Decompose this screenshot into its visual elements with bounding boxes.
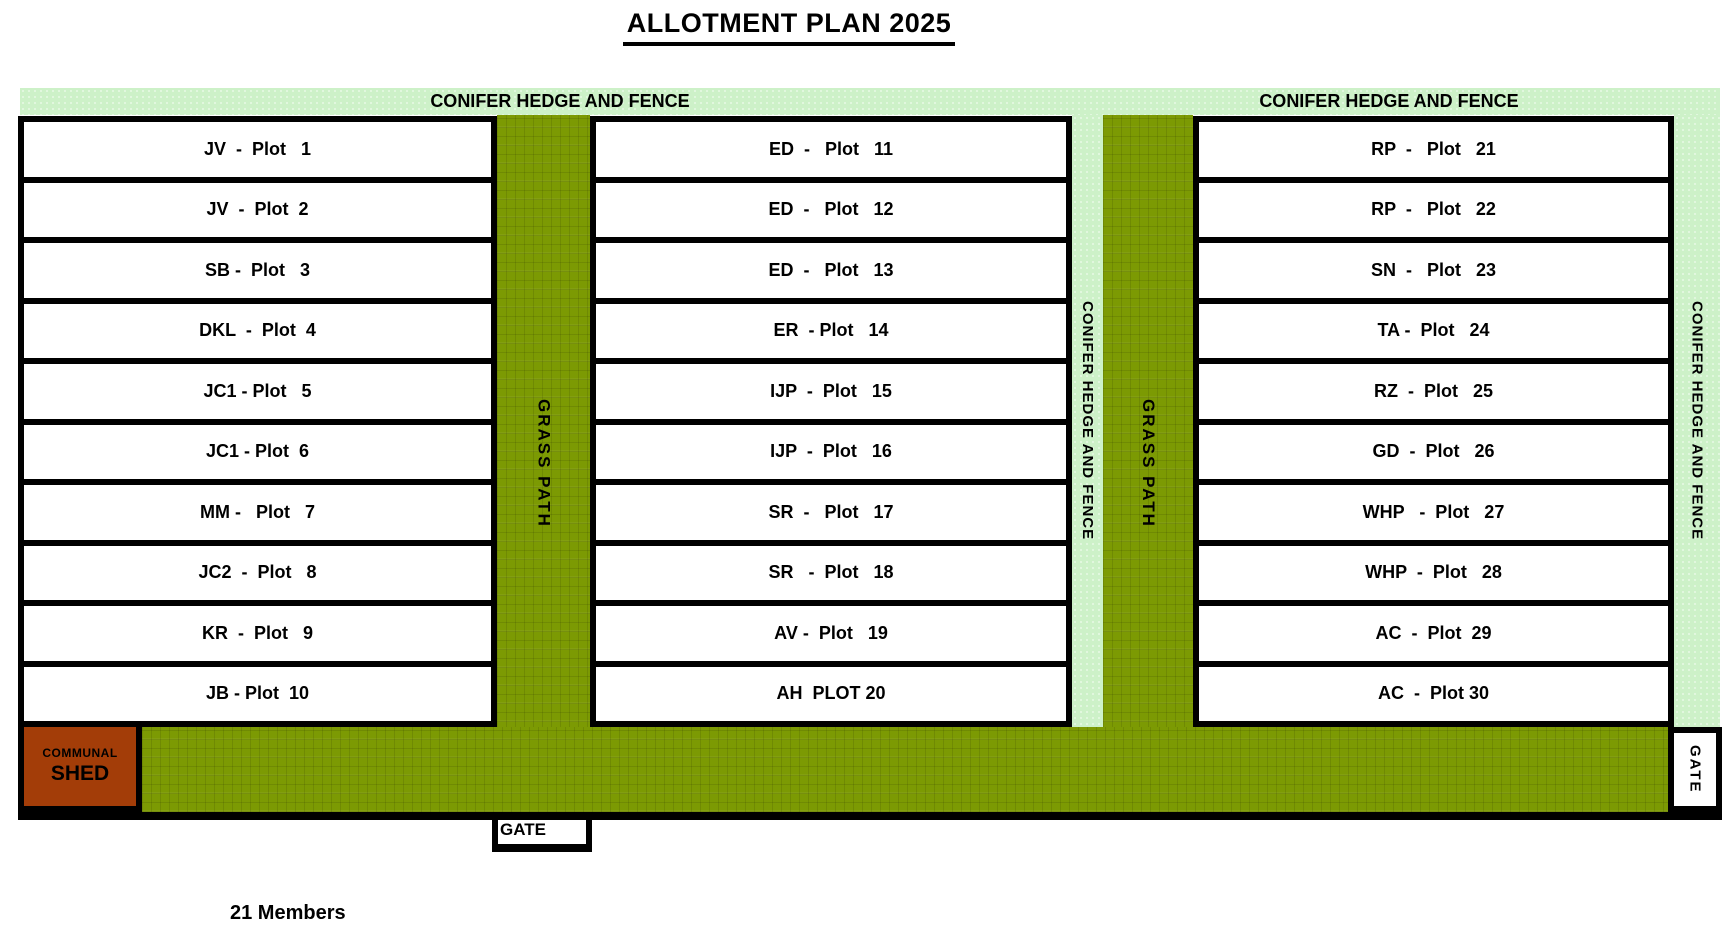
plot-row: ED - Plot 13	[596, 243, 1066, 298]
plot-row: JC2 - Plot 8	[24, 546, 491, 601]
plot-row: DKL - Plot 4	[24, 304, 491, 359]
middle-hedge-label: CONIFER HEDGE AND FENCE	[1079, 301, 1096, 541]
plot-row: JC1 - Plot 5	[24, 364, 491, 419]
middle-hedge-strip	[1072, 115, 1103, 727]
plot-column-left	[18, 116, 497, 727]
plot-row: JV - Plot 2	[24, 183, 491, 238]
plot-row: MM - Plot 7	[24, 485, 491, 540]
page-title: ALLOTMENT PLAN 2025	[623, 8, 956, 46]
plot-column-right	[1193, 116, 1674, 727]
gate-right-label: GATE	[1686, 745, 1704, 794]
plot-row: TA - Plot 24	[1199, 304, 1668, 359]
members-note: 21 Members	[230, 902, 346, 924]
plot-row: WHP - Plot 27	[1199, 485, 1668, 540]
right-hedge-label: CONIFER HEDGE AND FENCE	[1688, 301, 1706, 541]
plot-row: RZ - Plot 25	[1199, 364, 1668, 419]
plot-row: KR - Plot 9	[24, 606, 491, 661]
gate-right	[1668, 727, 1722, 812]
top-hedge-label-right: CONIFER HEDGE AND FENCE	[1259, 91, 1519, 111]
plot-row: AV - Plot 19	[596, 606, 1066, 661]
plot-row: IJP - Plot 16	[596, 425, 1066, 480]
plot-row: IJP - Plot 15	[596, 364, 1066, 419]
plot-row: ED - Plot 11	[596, 122, 1066, 177]
plot-row: AC - Plot 29	[1199, 606, 1668, 661]
plot-row: AC - Plot 30	[1199, 667, 1668, 722]
plot-row: JC1 - Plot 6	[24, 425, 491, 480]
communal-shed-label-top: COMMUNAL	[42, 745, 118, 760]
plot-row: RP - Plot 22	[1199, 183, 1668, 238]
page-title-wrap	[0, 8, 1578, 46]
grass-path-left	[497, 115, 590, 812]
top-hedge-strip	[20, 88, 1720, 115]
grass-path-left-label: GRASS PATH	[534, 399, 554, 528]
bottom-grass-path	[142, 727, 1668, 812]
plot-row: GD - Plot 26	[1199, 425, 1668, 480]
plot-row: SB - Plot 3	[24, 243, 491, 298]
communal-shed	[18, 721, 142, 812]
plot-row: SR - Plot 18	[596, 546, 1066, 601]
plot-row: SN - Plot 23	[1199, 243, 1668, 298]
plot-row: JB - Plot 10	[24, 667, 491, 722]
plot-row: AH PLOT 20	[596, 667, 1066, 722]
right-hedge-strip	[1674, 115, 1720, 727]
bottom-boundary-border	[18, 812, 1722, 820]
top-hedge-label-left: CONIFER HEDGE AND FENCE	[430, 91, 690, 111]
plot-row: ED - Plot 12	[596, 183, 1066, 238]
plot-row: ER - Plot 14	[596, 304, 1066, 359]
gate-bottom: GATE	[492, 820, 592, 852]
plot-column-middle	[590, 116, 1072, 727]
grass-path-right	[1103, 115, 1193, 812]
communal-shed-label-bottom: SHED	[50, 761, 110, 785]
plot-row: WHP - Plot 28	[1199, 546, 1668, 601]
grass-path-right-label: GRASS PATH	[1139, 399, 1158, 528]
plot-row: SR - Plot 17	[596, 485, 1066, 540]
plot-row: RP - Plot 21	[1199, 122, 1668, 177]
plot-row: JV - Plot 1	[24, 122, 491, 177]
